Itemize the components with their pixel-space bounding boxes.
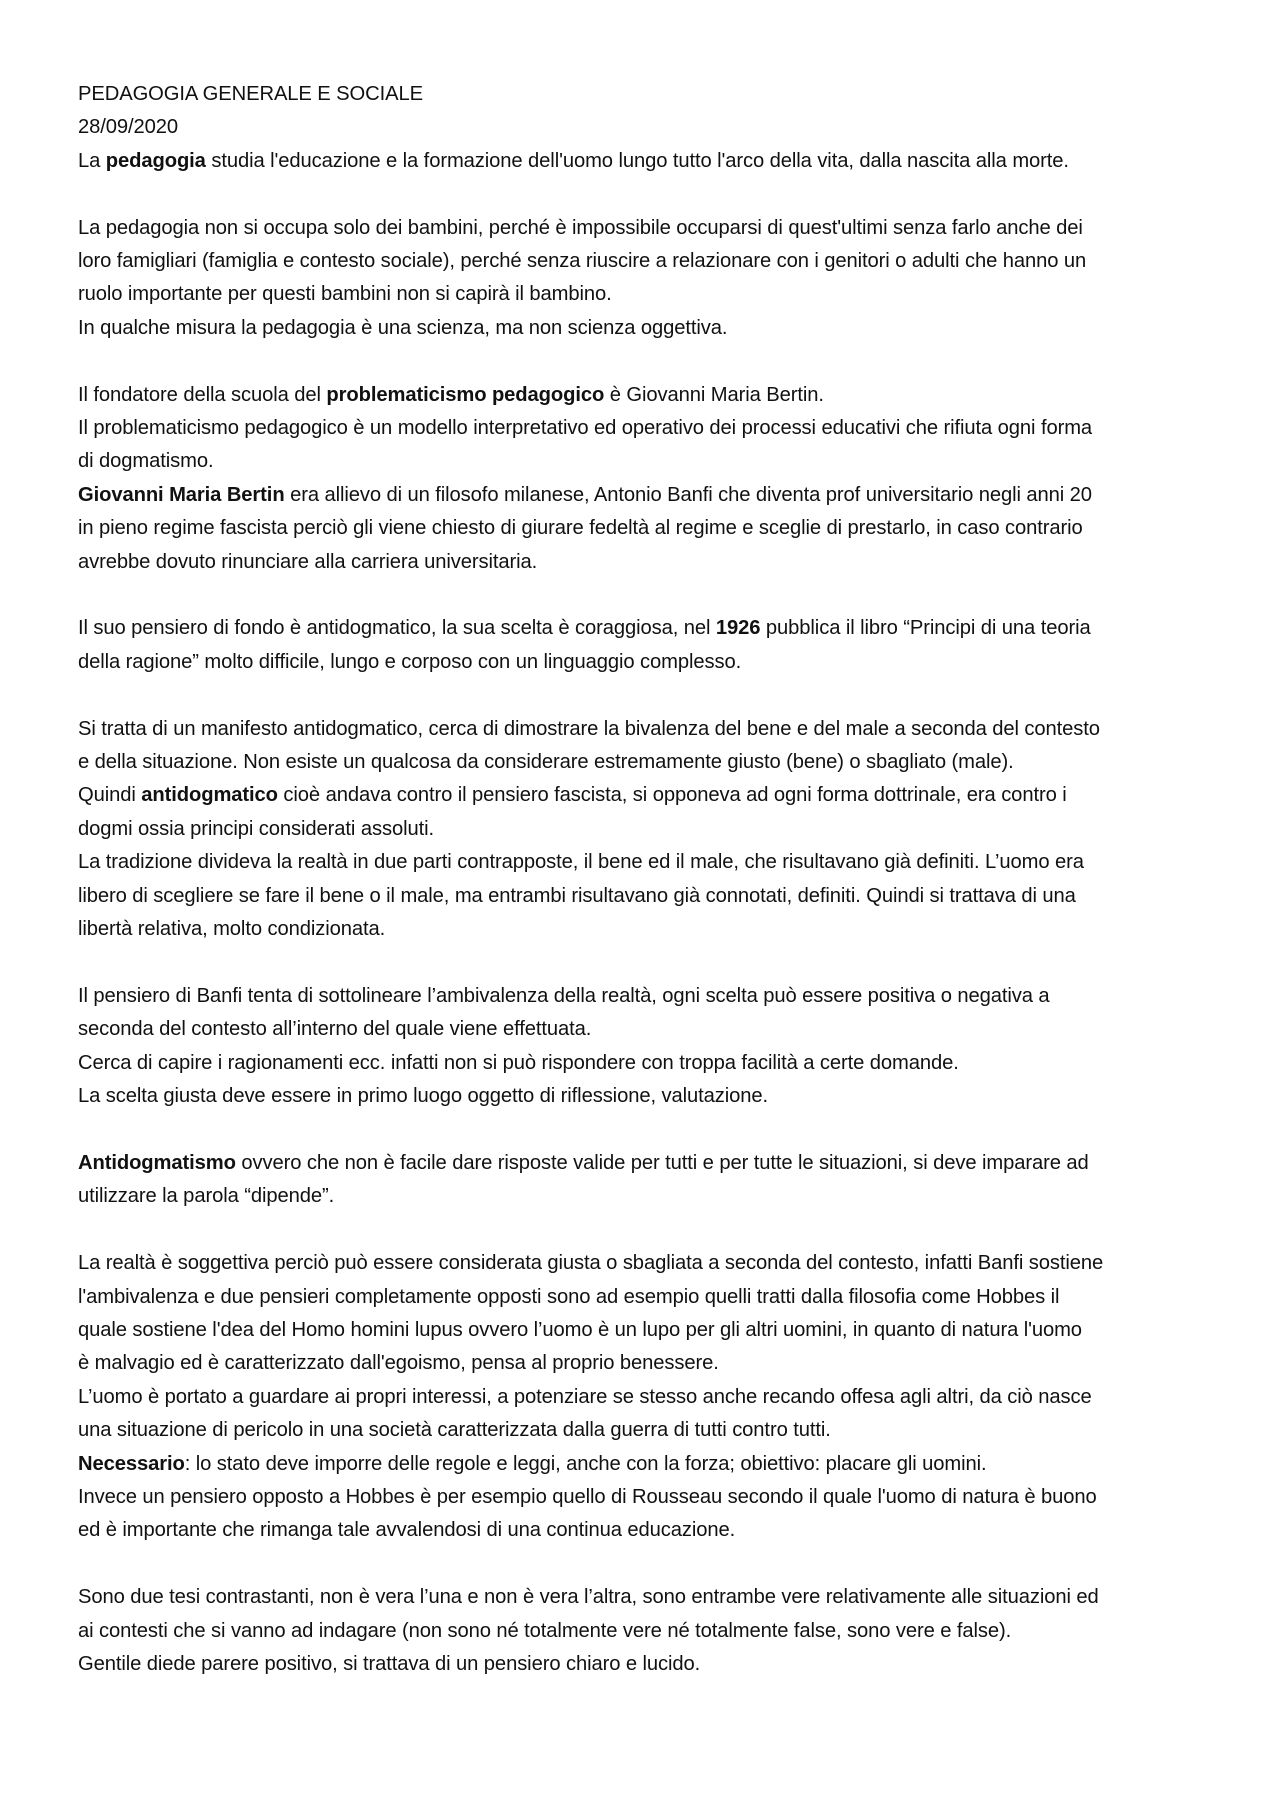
term-problematicismo: problematicismo pedagogico xyxy=(326,383,605,406)
paragraph-banfi: Il pensiero di Banfi tenta di sottolineare l’ambivalenza della realtà, ogni scelta può essere positiva o negativa a seconda del contesto all’interno del quale viene effettuata. Cerca di capire i ragionamenti ecc. infatti non si può rispondere con troppa facilità a certe domande. La scelta giusta deve essere in primo luogo oggetto di riflessione, valutazione. xyxy=(78,984,1050,1108)
paragraph-bertin: Il fondatore della scuola del problematicismo pedagogico è Giovanni Maria Bertin. Il problematicismo pedagogico è un modello interpretativo ed operativo dei processi educativi che rifiuta ogni forma di dogmatismo. Giovanni Maria Bertin era allievo di un filosofo milanese, Antonio Banfi che diventa prof universitario negli anni 20 in pieno regime fascista perciò gli viene chiesto di giurare fedeltà al regime e sceglie di prestarlo, in caso contrario avrebbe dovuto rinunciare alla carriera universitaria. xyxy=(78,383,1093,573)
document-date: 28/09/2020 xyxy=(78,116,179,139)
paragraph-1926: Il suo pensiero di fondo è antidogmatico, la sua scelta è coraggiosa, nel 1926 pubblica il libro “Principi di una teoria della ragione” molto difficile, lungo e corposo con un linguaggio complesso. xyxy=(78,617,1091,673)
paragraph-manifesto: Si tratta di un manifesto antidogmatico, cerca di dimostrare la bivalenza del bene e del male a seconda del contesto e della situazione. Non esiste un qualcosa da considerare estremamente giusto (bene) o sbagliato (male). Quindi antidogmatico cioè andava contro il pensiero fascista, si opponeva ad ogni forma dottrinale, era contro i dogmi ossia principi considerati assoluti. La tradizione divideva la realtà in due parti contrapposte, il bene ed il male, che risultavano già definiti. L’uomo era libero di scegliere se fare il bene o il male, ma entrambi risultavano già connotati, definiti. Quindi si trattava di una libertà relativa, molto condizionata. xyxy=(78,717,1100,941)
term-pedagogia: pedagogia xyxy=(105,149,206,172)
paragraph-antidogmatismo: Antidogmatismo ovvero che non è facile dare risposte valide per tutti e per tutte le situazioni, si deve imparare ad utilizzare la parola “dipende”. xyxy=(78,1151,1089,1208)
paragraph-definition: La pedagogia studia l'educazione e la formazione dell'uomo lungo tutto l'arco della vita, dalla nascita alla morte. xyxy=(78,149,1069,172)
term-bertin: Giovanni Maria Bertin xyxy=(78,483,285,506)
paragraph-scope: La pedagogia non si occupa solo dei bambini, perché è impossibile occuparsi di quest'ultimi senza farlo anche dei loro famigliari (famiglia e contesto sociale), perché senza riuscire a relazionare con i genitori o adulti che hanno un ruolo importante per questi bambini non si capirà il bambino. In qualche misura la pedagogia è una scienza, ma non scienza oggettiva. xyxy=(78,216,1087,339)
paragraph-hobbes-rousseau: La realtà è soggettiva perciò può essere considerata giusta o sbagliata a seconda del contesto, infatti Banfi sostiene l'ambivalenza e due pensieri completamente opposti sono ad esempio quelli tratti dalla filosofia come Hobbes il quale sostiene l'dea del Homo homini lupus ovvero l’uomo è un lupo per gli altri uomini, in quanto di natura l'uomo è malvagio ed è caratterizzato dall'egoismo, pensa al proprio benessere. L’uomo è portato a guardare ai propri interessi, a potenziare se stesso anche recando offesa agli altri, da ciò nasce una situazione di pericolo in una società caratterizzata dalla guerra di tutti contro tutti. Necessario: lo stato deve imporre delle regole e leggi, anche con la forza; obiettivo: placare gli uomini. Invece un pensiero opposto a Hobbes è per esempio quello di Rousseau secondo il quale l'uomo di natura è buono ed è importante che rimanga tale avvalendosi di una continua educazione. xyxy=(78,1252,1104,1542)
document-title: PEDAGOGIA GENERALE E SOCIALE xyxy=(78,83,423,105)
term-antidogmatico: antidogmatico xyxy=(141,784,278,807)
term-antidogmatismo: Antidogmatismo xyxy=(78,1151,236,1174)
document-body xyxy=(78,78,1210,1681)
term-1926: 1926 xyxy=(715,617,761,640)
term-necessario: Necessario xyxy=(78,1452,185,1475)
paragraph-conclusion: Sono due tesi contrastanti, non è vera l’una e non è vera l’altra, sono entrambe vere relativamente alle situazioni ed ai contesti che si vanno ad indagare (non sono né totalmente vere né totalmente false, sono vere e false). Gentile diede parere positivo, si trattava di un pensiero chiaro e lucido. xyxy=(78,1586,1099,1675)
